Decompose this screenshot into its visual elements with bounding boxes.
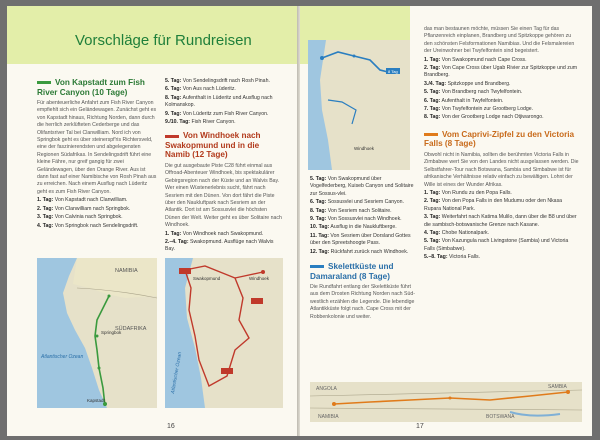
route1-day: 9./10. Tag: Fish River Canyon.	[165, 119, 236, 126]
route1-day: 1. Tag: Von Kapstadt nach Clanwilliam.	[37, 197, 128, 204]
route4-day: 5.–8. Tag: Victoria Falls.	[424, 254, 481, 261]
map-label: Springbok	[101, 330, 122, 335]
right-col-2	[424, 26, 580, 263]
map-label: NAMIBIA	[115, 268, 138, 274]
map-label: Kapstadt	[87, 398, 105, 403]
route2-intro: Die gut ausgebaute Piste C28 führt einmal aus Offroad-Abenteuer Windhoek, bis spektakulärer Gebirgsregion nach der Küste und an Walvis Bay. Wer einen Wüstenerlebnis sucht, fährt nach Sesriem mit den Dünen. Von dort fährt die Piste über den Naukluftpark nach Sesriem an der Atlantik. Dort ist am Sossusvlei die höchsten Dünen der Welt. Weiter geht es über Solitaire nach Windhoek.	[165, 162, 282, 229]
route1-day: 2. Tag: Von Clanwilliam nach Springbok.	[37, 205, 131, 212]
route1-day: 5. Tag: Von Sendelingsdrift nach Rosh Pinah.	[165, 78, 270, 84]
route3-day: 7. Tag: Von Twyfelfontein zur Grootberg Lodge.	[424, 106, 534, 113]
route2-day: 2.–4. Tag: Swakopmund. Ausflüge nach Walvis Bay.	[165, 239, 274, 253]
route4-day: 1. Tag: Von Rundu zu den Popa Falls.	[424, 189, 512, 196]
route-marker-green	[37, 81, 51, 84]
map-label: SÜDAFRIKA	[115, 326, 147, 332]
route4-day: 3. Tag: Weiterfahrt nach Katima Mulilo, dann über die B8 und über die sambisch-botswanische Grenze nach Kasane.	[424, 214, 577, 228]
route-marker-red	[165, 135, 179, 138]
route1-intro: Für abenteuerliche Anfahrt zum Fish River Canyon empfiehlt sich ein Geländewagen. Zunächst geht es von Kapstadt hinaus, Richtung Norden, dann durch die herrlich zerklüfteten Cederberge und das Olifantsriver Tal bei Clanwilliam. Nord ich von Springbok geht es über steinerspf'ris Richtersveld, eine der faszinierendsten und abgelegensten Regionen Südafrikas. In Sendelingsdrift führt eine kleine Fähre, nur greif gangig für zwei Geländewagen, über den Orange River. Aus ist dann fast auf einer Namibische von Rosh Pinah aus zu erreichen. Nach einem Ausflug nach Lüderitz geht es zum Fish River Canyon.	[37, 100, 157, 195]
route2-map	[165, 258, 283, 408]
route2-day: 8. Tag: Von Sesriem nach Solitaire.	[310, 207, 392, 214]
route2-day: 10. Tag: Ausflug in die Naukluftberge.	[310, 224, 397, 231]
route3-day: 8. Tag: Von der Grootberg Lodge nach Otjiwarongo.	[424, 114, 544, 121]
route3-intro: Die Rundfahrt entlang der Skelettküste führt aus dem Drosten Richtung Norden nach Süd-westlich erzählen die Legende. Die lebendige Atlantikküste folgt nach. Cape Cross mit der Robbenkolonie und weiter.	[310, 284, 415, 320]
route1-day: 4. Tag: Von Springbok nach Sendelingsdrift.	[37, 222, 139, 229]
route4-day: 4. Tag: Chobe Nationalpark.	[424, 229, 490, 236]
route3-day: 1. Tag: Von Swakopmund nach Cape Cross.	[424, 56, 527, 63]
route2-day: 1. Tag: Von Windhoek nach Swakopmund.	[165, 230, 264, 237]
map-label: Atlantischer Ozean	[41, 354, 84, 360]
right-page	[300, 6, 592, 436]
route3-day: 3./4. Tag: Spitzkoppe und Brandberg.	[424, 80, 511, 87]
route3-map	[308, 40, 410, 170]
left-col-2	[165, 78, 283, 255]
page-number: 17	[416, 423, 424, 430]
route4-heading: Vom Caprivi-Zipfel zu den Victoria Falls (8 Tage)	[424, 129, 575, 149]
route1-day: 3. Tag: Von Calvinia nach Springbok.	[37, 214, 123, 221]
route3-heading: Skelettküste und Damaraland (8 Tage)	[310, 262, 394, 281]
left-page	[7, 6, 299, 436]
route1-heading: Von Kapstadt zum Fish River Canyon (10 Tage)	[37, 78, 145, 97]
left-col-1	[37, 78, 157, 231]
map-label: NAMIBIA	[318, 414, 339, 420]
route1-map	[37, 258, 157, 408]
route4-map	[310, 382, 582, 422]
map-label: Windhoek	[354, 146, 375, 151]
route2-day: 9. Tag: Von Sossusvlei nach Windhoek.	[310, 216, 402, 223]
route2-day: 11. Tag: Von Sesriem über Dorsland Gottes über den Spreetshoogte Pass.	[310, 232, 411, 247]
map-label: Windhoek	[249, 276, 270, 281]
route2-day: 12. Tag: Rückfahrt zurück nach Windhoek.	[310, 248, 409, 255]
route1-day: 8. Tag: Aufenthalt in Lüderitz und Ausflug nach Kolmanskop.	[165, 94, 273, 109]
route4-day: 5. Tag: Von Kazungula nach Livingstone (Sambia) und Victoria Falls (Simbabwe).	[424, 238, 569, 252]
route3-day: 5. Tag: Von Brandberg nach Twyfelfontein.	[424, 89, 523, 96]
right-col-1	[310, 176, 418, 322]
route4-day: 2. Tag: Von den Popa Falls in den Mudumu oder den Nkasa Rupara National Park.	[424, 198, 563, 212]
page-title: Vorschläge für Rundreisen	[75, 32, 252, 49]
route2-day: 5. Tag: Von Swakopmund über Vogelfederberg, Kuiseb Canyon und Solitaire zur Sossus-vlei.	[310, 176, 414, 197]
map-label: Swakopmund	[193, 276, 221, 281]
route4-intro: Obwohl nicht in Namibia, sollten die berühmten Victoria Falls in Zimbabwe wert Sie von den Landes nicht ausgelassen werden. Die Selbstfahrer-Tour nach Botswana, Sambia und Simbabwe ist für afrikanische Verhältnisse relativ einfach zu bewältigen. Lohnt der Wille ist eines der Wunder Afrikas.	[424, 151, 579, 188]
route3-day: 6. Tag: Aufenthalt in Twyfelfontein.	[424, 97, 504, 104]
map-label: SAMBIA	[548, 384, 567, 390]
route3-intro-cont: das man bestaunen möchte, müssen Sie einen Tag für das Pflanzenreich einplanen, Brandberg und Spitzkoppe gehören zu den schönsten Felsformationen Namibias. Und die Felsmalereien der Ureinwohner bei Twyfelfontein sind begeistert.	[424, 26, 575, 55]
route2-day: 6. Tag: Sossusvlei und Sesriem Canyon.	[310, 199, 404, 206]
route2-heading: Von Windhoek nach Swakopmund und in die Namib (12 Tage)	[165, 131, 261, 160]
route3-day: 2. Tag: Von Cape Cross über Ugab Rivier zur Spitzkoppe und zum Brandberg.	[424, 65, 578, 79]
route-marker-blue	[310, 265, 324, 268]
route-marker-orange	[424, 133, 438, 136]
route1-day: 9. Tag: Von Lüderitz zum Fish River Canyon.	[165, 110, 269, 117]
map-label: ANGOLA	[316, 386, 337, 392]
map-label: Atlantischer Ozean	[170, 351, 184, 395]
page-number: 16	[167, 423, 175, 430]
map-label: BOTSWANA	[486, 414, 515, 420]
map-label: 8 Tag	[388, 69, 398, 74]
route1-day: 6. Tag: Von Aus nach Lüderitz.	[165, 86, 236, 93]
